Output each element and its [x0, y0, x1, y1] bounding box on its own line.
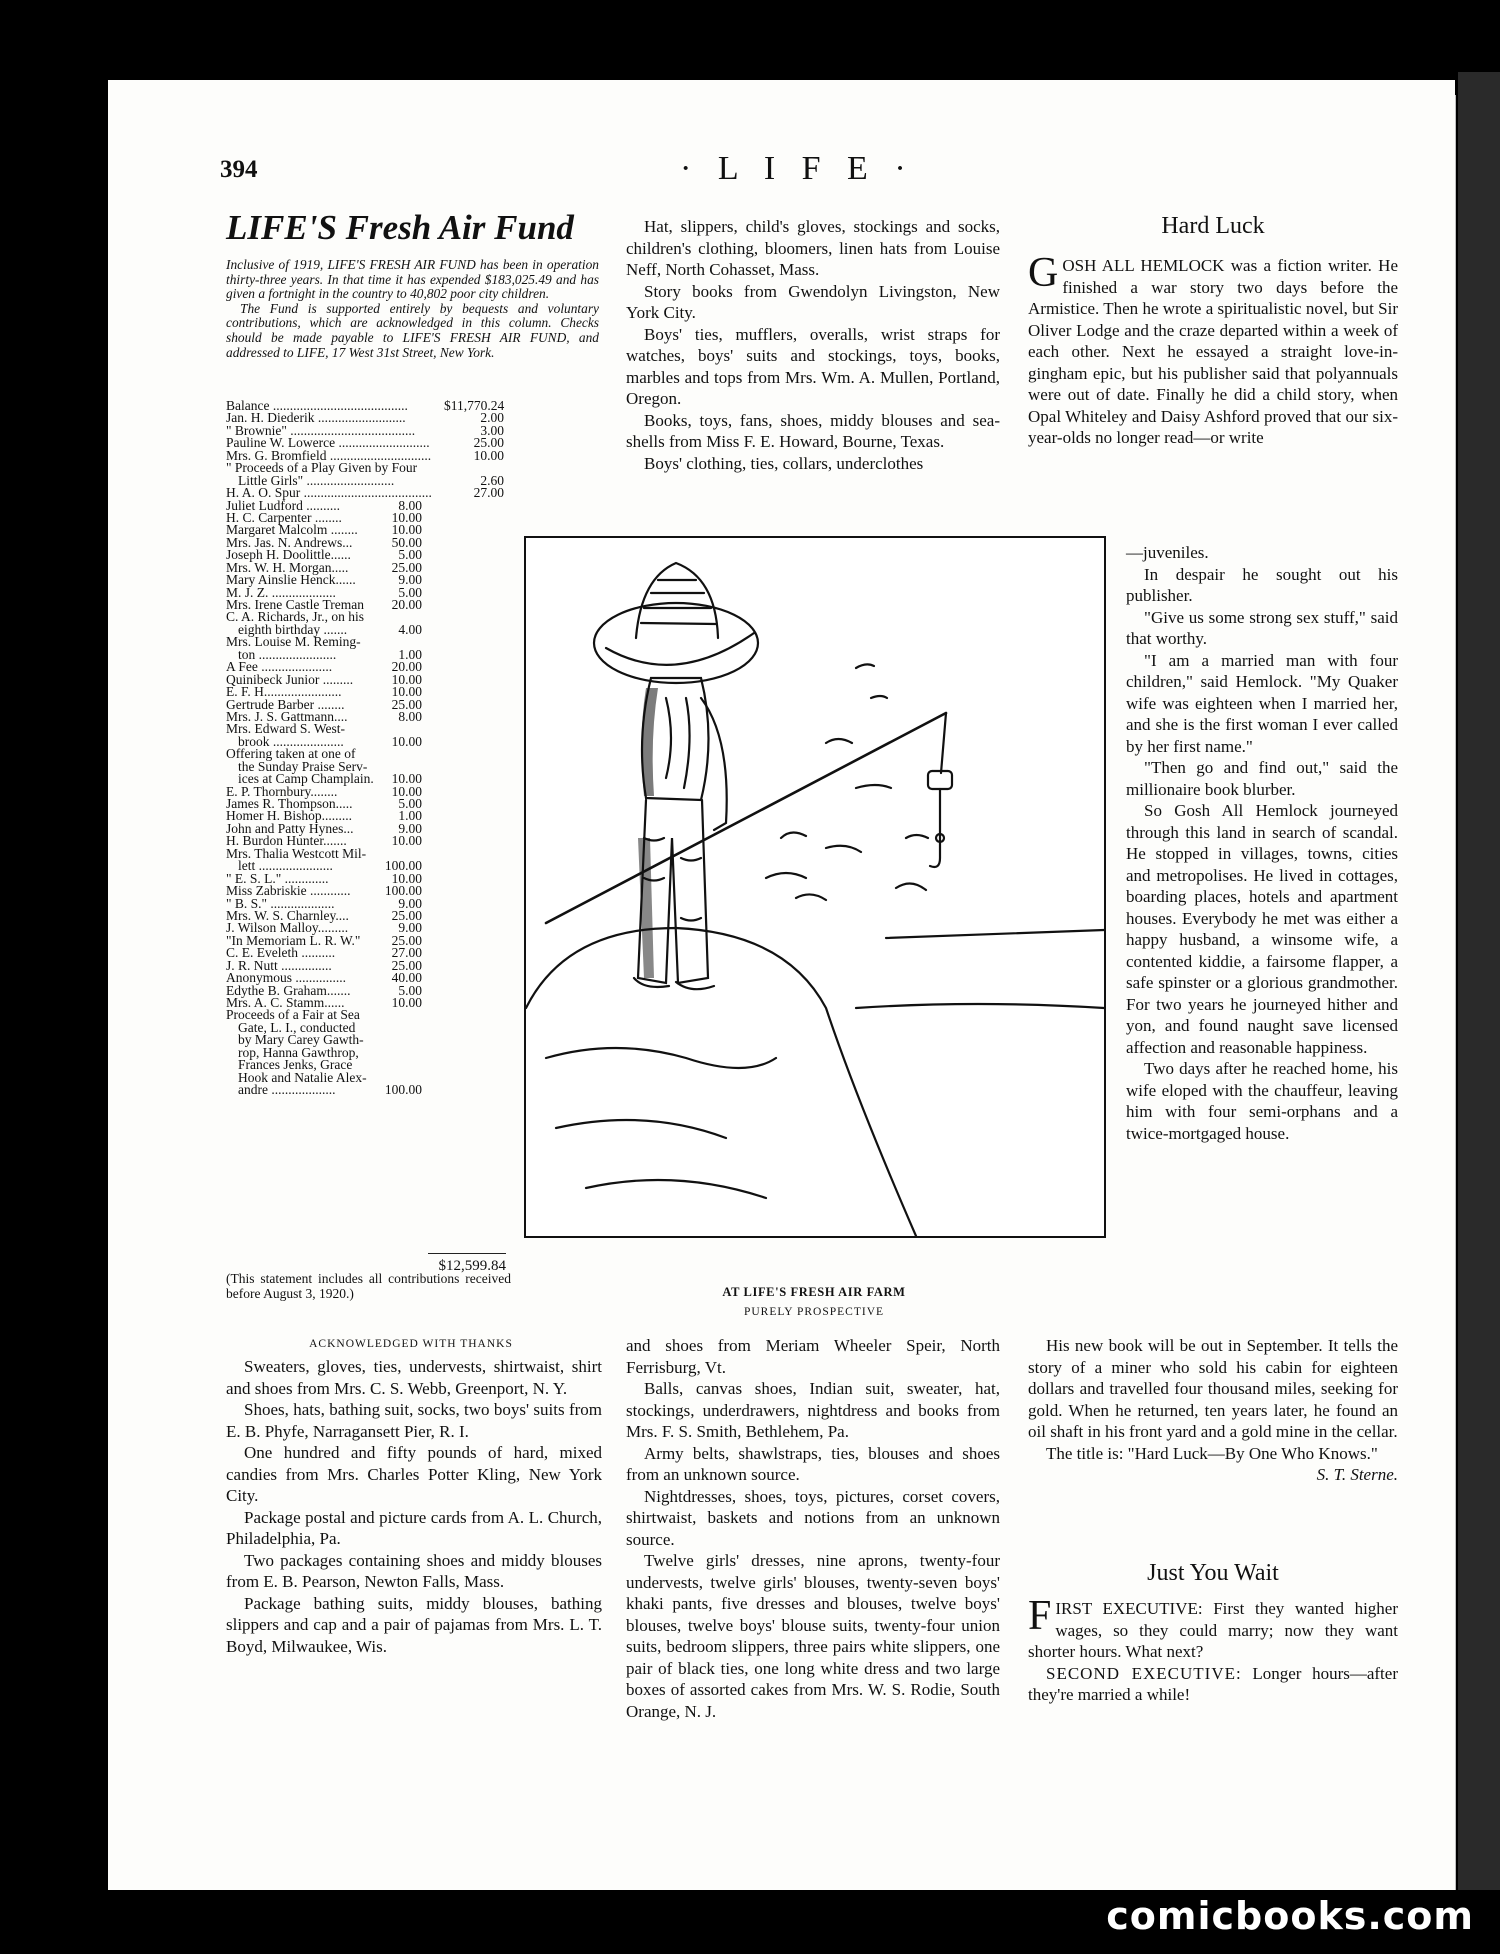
contributor-name: Balance ........................................ [226, 398, 408, 413]
just-you-wait-text [1028, 1593, 1398, 1706]
story-paragraph: "Then go and find out," said the millionaire book blurber. [1126, 758, 1398, 799]
contribution-amount: 100.00 [384, 858, 422, 874]
contributor-name: Juliet Ludford .......... [226, 497, 340, 513]
contribution-amount: 5.00 [398, 982, 422, 998]
hard-luck-narrow-column [1126, 542, 1398, 1144]
story-paragraph: So Gosh All Hemlock journeyed through this land in search of scandal. He stopped in villages, towns, cities and metropolises. He lived in cottages, boarding places, hotels and apartment houses. Everybody he met was either a happy husband, a winsome wife, a contented kiddie, a fairsome flapper, a safe spinster or a glorious grandmother. For two years he journeyed hither and yon, and found naught save licensed affection and reasonable happiness. [1126, 801, 1398, 1057]
contribution-amount: 25.00 [473, 435, 504, 451]
contribution-amount: 25.00 [391, 907, 422, 923]
fund-intro [226, 258, 599, 360]
contributor-name: Margaret Malcolm ........ [226, 522, 358, 538]
contributor-name: Hook and Natalie Alex- [238, 1069, 367, 1085]
ack-paragraph: and shoes from Meriam Wheeler Speir, North Ferrisburg, Vt. [626, 1336, 1000, 1377]
boy-fishing-drawing [526, 538, 1104, 1236]
ledger-row [226, 1084, 536, 1096]
ack-paragraph: Two packages containing shoes and middy blouses from E. B. Pearson, Newton Falls, Mass. [226, 1550, 602, 1591]
contribution-amount: 9.00 [398, 820, 422, 836]
contribution-amount: 20.00 [391, 659, 422, 675]
contributor-name: H. A. O. Spur ...................................... [226, 485, 432, 501]
dialogue-text: Longer hours—after they're married a while! [1028, 1663, 1398, 1704]
contribution-amount: 2.00 [480, 410, 504, 426]
total-rule [428, 1253, 506, 1254]
contributor-name: Anonymous ............... [226, 970, 347, 986]
contribution-amount: 40.00 [391, 970, 422, 986]
ack-paragraph: Sweaters, gloves, ties, undervests, shirtwaist, shirt and shoes from Mrs. C. S. Webb, Greenport, N. Y. [226, 1357, 602, 1398]
opening-paragraph [1028, 250, 1398, 449]
contributor-name: E. F. H....................... [226, 684, 342, 700]
contribution-amount: 10.00 [391, 733, 422, 749]
masthead: · L I F E · [680, 150, 915, 187]
story-paragraph: His new book will be out in September. It tells the story of a miner who sold his cabin for eighteen dollars and travelled four thousand miles, seeking for gold. When he returned, ten years later, he found an oil shaft in his front yard and a gold mine in the cellar. [1028, 1336, 1398, 1441]
contribution-amount: 50.00 [391, 534, 422, 550]
hard-luck-opening [1028, 250, 1398, 449]
ack-paragraph: Books, toys, fans, shoes, middy blouses and sea-shells from Miss F. E. Howard, Bourne, Texas. [626, 410, 1000, 451]
drop-cap: F [1028, 1593, 1052, 1639]
contributor-name: Gertrude Barber ........ [226, 696, 345, 712]
contributor-name: " B. S." ................... [226, 895, 335, 911]
contributor-name: Little Girls" .......................... [238, 472, 395, 488]
ack-paragraph: Shoes, hats, bathing suit, socks, two boys' suits from E. B. Phyfe, Narragansett Pier, R. I. [226, 1400, 602, 1441]
speaker-label: IRST EXECUTIVE: [1055, 1599, 1203, 1618]
contributor-name: andre ................... [238, 1082, 336, 1098]
acknowledgment-heading: ACKNOWLEDGED WITH THANKS [309, 1338, 513, 1350]
contribution-amount: 100.00 [384, 883, 422, 899]
contributor-name: ton ....................... [238, 646, 337, 662]
contributor-name: Mrs. A. C. Stamm...... [226, 995, 345, 1010]
contribution-amount: 9.00 [398, 572, 422, 588]
contribution-amount: $11,770.24 [444, 398, 505, 413]
contributor-name: C. A. Richards, Jr., on his [226, 609, 365, 625]
ledger-note: (This statement includes all contributions received before August 3, 1920.) [226, 1271, 511, 1301]
article-title: Just You Wait [1147, 1560, 1279, 1586]
page-number: 394 [220, 156, 258, 183]
ack-paragraph: Package postal and picture cards from A. L. Church, Philadelphia, Pa. [226, 1507, 602, 1548]
ack-paragraph: Balls, canvas shoes, Indian suit, sweater, hat, stockings, underdrawers, nightdress and books from Mrs. F. S. Smith, Bethlehem, Pa. [626, 1379, 1000, 1441]
contributor-name: Mrs. W. H. Morgan..... [226, 559, 349, 575]
drop-cap: G [1028, 250, 1059, 296]
contribution-amount: 5.00 [398, 796, 422, 811]
contribution-amount: 25.00 [391, 957, 422, 973]
ack-paragraph: Hat, slippers, child's gloves, stockings and socks, children's clothing, bloomers, linen hats from Louise Neff, North Cohasset, Mass. [626, 217, 1000, 279]
ack-paragraph: Boys' clothing, ties, collars, underclothes [644, 453, 924, 473]
contributor-name: Mrs. W. S. Charnley.... [226, 907, 349, 923]
ack-paragraph: Boys' ties, mufflers, overalls, wrist straps for watches, boys' suits and stockings, toys, books, marbles and tops from Mrs. Wm. A. Mullen, Portland, Oregon. [626, 324, 1000, 408]
contributor-name: Edythe B. Graham....... [226, 982, 351, 998]
contributor-name: by Mary Carey Gawth- [238, 1032, 364, 1048]
story-paragraph [1028, 1443, 1398, 1484]
contributor-name: Jan. H. Diederik .......................... [226, 410, 406, 426]
contribution-amount: 10.00 [391, 995, 422, 1010]
contribution-amount: 10.00 [391, 522, 422, 538]
contribution-amount: 3.00 [480, 422, 504, 438]
title-line: The title is: "Hard Luck—By One Who Knows." [1046, 1443, 1378, 1463]
contribution-amount: 25.00 [391, 932, 422, 948]
contribution-amount: 8.00 [398, 708, 422, 724]
contributor-name: Proceeds of a Fair at Sea [226, 1007, 360, 1023]
contributor-name: Joseph H. Doolittle...... [226, 547, 351, 563]
fund-intro-para: The Fund is supported entirely by bequests and voluntary contributions, which are acknowledged in this column. Checks should be made payable to LIFE'S FRESH AIR FUND, and addressed to LIFE, 17 West 31st Street, New York. [226, 300, 599, 360]
contributor-name: A Fee ..................... [226, 659, 333, 675]
story-paragraph: "I am a married man with four children," said Hemlock. "My Quaker wife was eighteen when I married her, and she is the first woman I ever called by her first name." [1126, 650, 1398, 756]
contribution-amount: 10.00 [391, 509, 422, 525]
story-paragraph: Two days after he reached home, his wife eloped with the chauffeur, leaving him with four semi-orphans and a twice-mortgaged house. [1126, 1059, 1398, 1143]
contributor-name: Mrs. Irene Castle Treman [226, 597, 364, 612]
fund-title: LIFE'S Fresh Air Fund [226, 208, 574, 247]
contribution-amount: 1.00 [398, 646, 422, 662]
contributor-name: Mary Ainslie Henck...... [226, 572, 356, 588]
middle-column-top [626, 216, 1000, 474]
contributor-name: Miss Zabriskie ............ [226, 883, 351, 899]
ledger-total: $12,599.84 [438, 1258, 506, 1274]
contributor-name: M. J. Z. ................... [226, 584, 336, 600]
contributor-name: " Proceeds of a Play Given by Four [226, 460, 418, 476]
contributor-name: brook ..................... [238, 733, 344, 749]
contributor-name: C. E. Eveleth .......... [226, 945, 336, 961]
caption-title: AT LIFE'S FRESH AIR FARM [722, 1285, 906, 1299]
contributor-name: Pauline W. Lowerce ........................... [226, 435, 430, 451]
contribution-amount: 10.00 [473, 447, 504, 463]
contribution-amount: 4.00 [398, 621, 422, 637]
contribution-amount: 2.60 [480, 472, 504, 488]
contributor-name: H. C. Carpenter ........ [226, 509, 342, 525]
cartoon-caption [524, 1282, 1104, 1322]
contribution-amount: 9.00 [398, 920, 422, 936]
contributor-name: Quinibeck Junior ......... [226, 671, 354, 687]
contribution-amount: 10.00 [391, 684, 422, 700]
contributor-name: J. Wilson Malloy......... [226, 920, 349, 936]
contributor-name: " Brownie" ..................................... [226, 422, 416, 438]
acknowledgment-column [226, 1356, 602, 1657]
contribution-amount: 20.00 [391, 597, 422, 612]
contribution-amount: 1.00 [398, 808, 422, 824]
caption-subtitle: PURELY PROSPECTIVE [743, 1306, 885, 1318]
ack-paragraph: Package bathing suits, middy blouses, bathing slippers and cap and a pair of pajamas from Mrs. L. T. Boyd, Milwaukee, Wis. [226, 1593, 602, 1656]
story-paragraph: "Give us some strong sex stuff," said that worthy. [1126, 607, 1398, 648]
contributor-name: Mrs. Edward S. West- [226, 721, 346, 737]
contribution-amount: 25.00 [391, 696, 422, 712]
contribution-amount: 10.00 [391, 783, 422, 799]
cartoon-illustration [524, 536, 1106, 1238]
fund-intro-para: Inclusive of 1919, LIFE'S FRESH AIR FUND has been in operation thirty-three years. In that time it has expended $183,025.49 and has given a fortnight in the country to 40,802 poor city children. [226, 257, 599, 302]
middle-column-bottom [626, 1335, 1000, 1722]
ack-paragraph: Twelve girls' dresses, nine aprons, twenty-four undervests, twelve girls' blouses, twenty-seven boys' khaki pants, five dresses and blouses, twelve boys' blouses, twelve boys' blouse suits, twenty-four union suits, bedroom slippers, three pairs white slippers, one pair of black ties, one long white dress and two large boxes of assorted cakes from Mrs. W. S. Rodie, South Orange, N. J. [626, 1551, 1000, 1721]
author-signature: S. T. Sterne. [1316, 1465, 1398, 1484]
contributor-name: Gate, L. I., conducted [238, 1019, 356, 1035]
contribution-amount: 10.00 [391, 833, 422, 849]
contributor-name: Frances Jenks, Grace [238, 1057, 353, 1073]
contributor-name: Offering taken at one of [226, 746, 356, 762]
contributor-name: H. Burdon Hunter....... [226, 833, 347, 849]
contributor-name: Mrs. Thalia Westcott Mil- [226, 845, 367, 861]
ack-paragraph: Story books from Gwendolyn Livingston, New York City. [626, 281, 1000, 322]
contribution-amount: 5.00 [398, 584, 422, 600]
contributor-name: "In Memoriam L. R. W." [226, 932, 361, 948]
contribution-amount: 9.00 [398, 895, 422, 911]
contribution-amount: 10.00 [391, 870, 422, 886]
watermark: comicbooks.com [1106, 1894, 1474, 1938]
contribution-amount: 25.00 [391, 559, 422, 575]
contributor-name: Mrs. J. S. Gattmann.... [226, 708, 348, 724]
contributor-name: Mrs. Louise M. Reming- [226, 634, 361, 650]
contributor-name: eighth birthday ....... [238, 621, 348, 637]
ack-paragraph: Army belts, shawlstraps, ties, blouses and shoes from an unknown source. [626, 1443, 1000, 1484]
contribution-amount: 10.00 [391, 771, 422, 787]
contribution-amount: 27.00 [473, 485, 504, 501]
contributor-name: E. P. Thornbury........ [226, 783, 338, 799]
contributor-name: Homer H. Bishop......... [226, 808, 352, 824]
ack-paragraph: One hundred and fifty pounds of hard, mixed candies from Mrs. Charles Potter Kling, New York City. [226, 1443, 602, 1505]
contributor-name: " E. S. L." ............. [226, 870, 329, 886]
contribution-ledger [226, 400, 536, 1097]
contributor-name: Mrs. Jas. N. Andrews... [226, 534, 353, 550]
speaker-label: SECOND EXECUTIVE: [1046, 1663, 1242, 1683]
dialogue-line [1028, 1663, 1398, 1706]
contributor-name: J. R. Nutt ............... [226, 957, 332, 973]
hard-luck-closing [1028, 1335, 1398, 1486]
contributor-name: the Sunday Praise Serv- [238, 758, 368, 774]
contribution-amount: 10.00 [391, 671, 422, 687]
contribution-amount: 27.00 [391, 945, 422, 961]
contributor-name: James R. Thompson..... [226, 796, 353, 811]
story-paragraph: In despair he sought out his publisher. [1126, 564, 1398, 605]
contribution-amount: 5.00 [398, 547, 422, 563]
contribution-amount: 100.00 [384, 1082, 422, 1098]
contributor-name: Mrs. G. Bromfield .............................. [226, 447, 432, 463]
contribution-amount: 8.00 [398, 497, 422, 513]
contributor-name: rop, Hanna Gawthrop, [238, 1044, 359, 1060]
contributor-name: John and Patty Hynes... [226, 820, 354, 836]
article-title: Hard Luck [1161, 213, 1265, 239]
story-paragraph: —juveniles. [1126, 543, 1209, 562]
contributor-name: lett ...................... [238, 858, 333, 874]
contributor-name: ices at Camp Champlain. [238, 771, 374, 787]
opening-text: OSH ALL HEMLOCK was a fiction writer. He finished a war story two days before the Armistice. Then he wrote a spiritualistic novel, but Sir Oliver Lodge and the craze departed within a week of each other. Next he essayed a straight love-in-gingham epic, but his publisher said that polyannuals were out of date. Finally he did a child story, when Opal Whiteley and Daisy Ashford proved that our six-year-olds no longer read—or write [1028, 256, 1398, 447]
ack-paragraph: Nightdresses, shoes, toys, pictures, corset covers, shirtwaist, baskets and notions from an unknown source. [626, 1486, 1000, 1549]
dialogue-text: First they wanted higher wages, so they could marry; now they want shorter hours. What next? [1028, 1599, 1398, 1661]
scan-edge [1458, 72, 1500, 1912]
dialogue-line [1028, 1593, 1398, 1663]
